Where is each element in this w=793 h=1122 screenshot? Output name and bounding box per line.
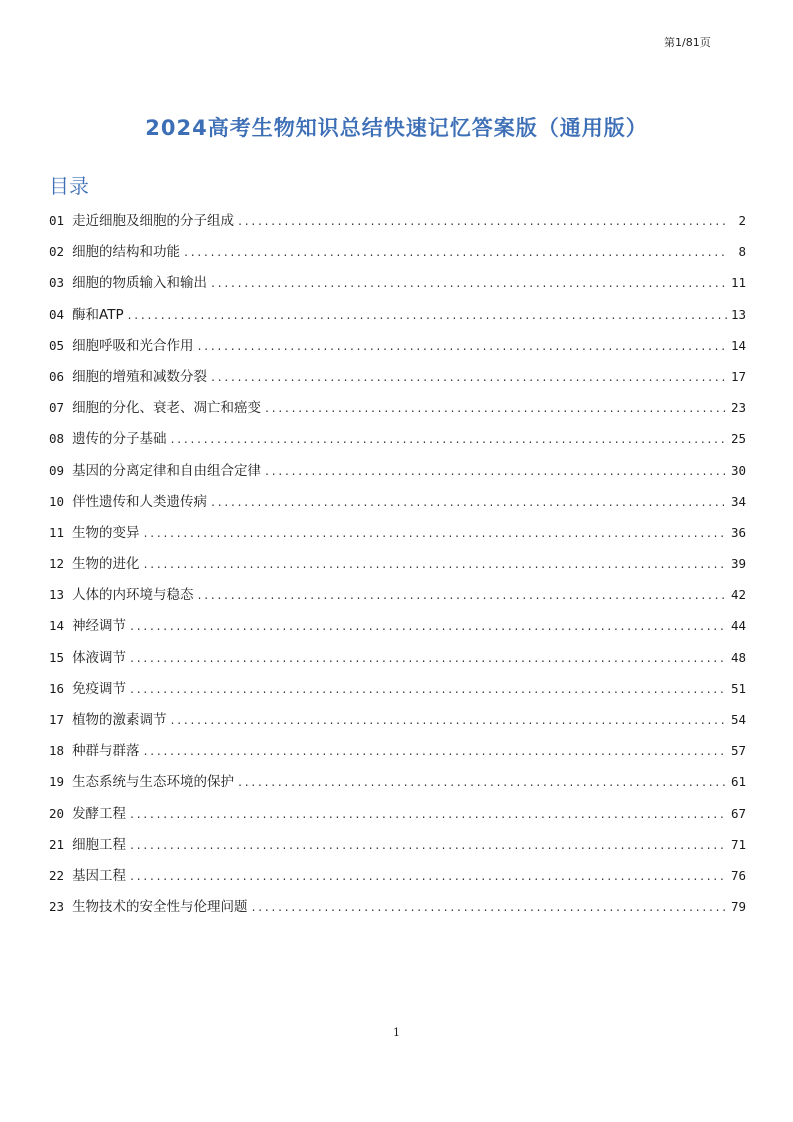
toc-entry[interactable]: [49, 768, 746, 799]
toc-entry-number: 11: [49, 524, 65, 540]
toc-entry-page: 42: [730, 587, 746, 603]
toc-entry-page: 51: [730, 680, 746, 696]
toc-entry[interactable]: [49, 363, 746, 394]
toc-entry-title: 走近细胞及细胞的分子组成: [72, 213, 235, 229]
toc-entry-number: 23: [49, 899, 65, 915]
toc-entry-page: 25: [730, 431, 746, 447]
toc-entry-title: 细胞的结构和功能: [72, 244, 181, 261]
toc-dot-leader: [130, 644, 727, 672]
toc-dot-leader: [198, 332, 727, 360]
toc-entry[interactable]: [49, 581, 746, 612]
toc-entry-title: 细胞的物质输入和输出: [72, 275, 208, 292]
toc-entry[interactable]: [49, 644, 746, 675]
toc-entry-page: 39: [730, 556, 746, 572]
toc-entry-page: 17: [730, 368, 746, 384]
toc-entry-number: 19: [49, 774, 65, 790]
toc-entry-number: 02: [49, 244, 65, 260]
toc-entry-title: 酶和ATP: [72, 306, 124, 323]
toc-entry-title: 细胞工程: [72, 836, 127, 853]
toc-entry[interactable]: [49, 612, 746, 643]
toc-entry-page: 13: [730, 306, 746, 322]
toc-entry-number: 16: [49, 680, 65, 696]
toc-entry[interactable]: [49, 425, 746, 456]
toc-entry[interactable]: [49, 207, 746, 238]
toc-entry-number: 03: [49, 275, 65, 291]
page-counter: 第1/81页: [664, 36, 711, 49]
toc-entry[interactable]: [49, 706, 746, 737]
toc-entry[interactable]: [49, 457, 746, 488]
toc-entry-title: 生物技术的安全性与伦理问题: [72, 899, 248, 916]
toc-dot-leader: [211, 363, 727, 391]
toc-dot-leader: [130, 862, 727, 890]
toc-entry-number: 13: [49, 587, 65, 603]
toc-dot-leader: [130, 831, 727, 859]
toc-entry-page: 11: [730, 275, 746, 291]
toc-entry[interactable]: [49, 394, 746, 425]
toc-entry-page: 67: [730, 805, 746, 821]
toc-entry-title: 免疫调节: [72, 680, 127, 697]
toc-entry-title: 细胞的分化、衰老、凋亡和癌变: [72, 400, 262, 417]
toc-entry-title: 植物的激素调节: [72, 712, 167, 728]
toc-entry-number: 17: [49, 712, 65, 727]
document-title: 2024高考生物知识总结快速记忆答案版（通用版）: [145, 116, 648, 140]
toc-entry[interactable]: [49, 675, 746, 706]
toc-entry[interactable]: [49, 269, 746, 300]
toc-entry[interactable]: [49, 737, 746, 768]
toc-entry-title: 细胞呼吸和光合作用: [72, 337, 194, 354]
toc-entry-page: 76: [730, 867, 746, 883]
toc-entry-number: 10: [49, 493, 65, 509]
toc-entry[interactable]: [49, 519, 746, 550]
toc-entry-title: 遗传的分子基础: [72, 431, 167, 448]
toc-entry-title: 种群与群落: [72, 743, 140, 760]
toc-entry-number: 18: [49, 743, 65, 759]
toc-entry-title: 人体的内环境与稳态: [72, 587, 194, 604]
toc-entry-title: 生物的变异: [72, 524, 140, 541]
toc-entry-title: 基因工程: [72, 867, 127, 884]
toc-entry-page: 8: [738, 244, 746, 260]
toc-entry[interactable]: [49, 862, 746, 893]
toc-entry-page: 23: [730, 400, 746, 416]
toc-entry-number: 01: [49, 213, 65, 228]
toc-dot-leader: [211, 488, 727, 516]
toc-entry-number: 22: [49, 867, 65, 883]
toc-entry-page: 30: [730, 462, 746, 478]
toc-entry[interactable]: [49, 488, 746, 519]
table-of-contents: [49, 207, 746, 924]
toc-dot-leader: [238, 768, 727, 796]
toc-entry-number: 08: [49, 431, 65, 447]
toc-entry[interactable]: [49, 301, 746, 332]
toc-dot-leader: [171, 425, 727, 453]
toc-entry-number: 14: [49, 618, 65, 634]
toc-entry[interactable]: [49, 800, 746, 831]
toc-entry-title: 基因的分离定律和自由组合定律: [72, 462, 262, 479]
toc-entry-number: 20: [49, 805, 65, 821]
toc-dot-leader: [130, 612, 727, 640]
toc-entry-number: 07: [49, 400, 65, 416]
toc-entry-number: 04: [49, 306, 65, 322]
toc-dot-leader: [144, 550, 727, 578]
toc-entry-title: 生物的进化: [72, 556, 140, 573]
toc-entry-title: 神经调节: [72, 618, 127, 635]
toc-entry-page: 34: [730, 493, 746, 509]
toc-dot-leader: [211, 269, 727, 297]
toc-entry-number: 09: [49, 462, 65, 478]
toc-entry-number: 12: [49, 556, 65, 572]
toc-entry-number: 06: [49, 368, 65, 384]
toc-dot-leader: [184, 238, 728, 266]
toc-entry[interactable]: [49, 893, 746, 924]
toc-dot-leader: [252, 893, 727, 921]
toc-entry-title: 发酵工程: [72, 805, 127, 822]
toc-entry-page: 44: [730, 618, 746, 634]
toc-entry[interactable]: [49, 831, 746, 862]
toc-entry-page: 79: [730, 899, 746, 915]
toc-entry-title: 生态系统与生态环境的保护: [72, 774, 235, 791]
toc-entry-title: 细胞的增殖和减数分裂: [72, 368, 208, 385]
toc-dot-leader: [238, 207, 728, 235]
toc-dot-leader: [144, 737, 727, 765]
toc-dot-leader: [130, 675, 727, 703]
toc-dot-leader: [128, 301, 727, 329]
toc-entry-page: 57: [730, 743, 746, 759]
toc-heading: 目录: [49, 174, 89, 198]
toc-entry[interactable]: [49, 238, 746, 269]
toc-entry-page: 61: [730, 774, 746, 790]
toc-entry-page: 54: [730, 712, 746, 727]
toc-entry-number: 05: [49, 337, 65, 353]
toc-entry-number: 21: [49, 836, 65, 852]
toc-entry-page: 14: [730, 337, 746, 353]
toc-entry-number: 15: [49, 649, 65, 665]
toc-entry-title: 体液调节: [72, 649, 127, 666]
toc-dot-leader: [265, 457, 727, 485]
toc-entry-page: 71: [730, 836, 746, 852]
toc-entry-page: 2: [738, 213, 746, 228]
toc-entry-page: 48: [730, 649, 746, 665]
toc-entry-title: 伴性遗传和人类遗传病: [72, 493, 208, 510]
toc-dot-leader: [198, 581, 727, 609]
toc-dot-leader: [144, 519, 727, 547]
toc-dot-leader: [171, 706, 727, 734]
toc-dot-leader: [265, 394, 727, 422]
footer-page-number: 1: [393, 1026, 400, 1039]
toc-dot-leader: [130, 800, 727, 828]
toc-entry[interactable]: [49, 550, 746, 581]
toc-entry-page: 36: [730, 524, 746, 540]
toc-entry[interactable]: [49, 332, 746, 363]
